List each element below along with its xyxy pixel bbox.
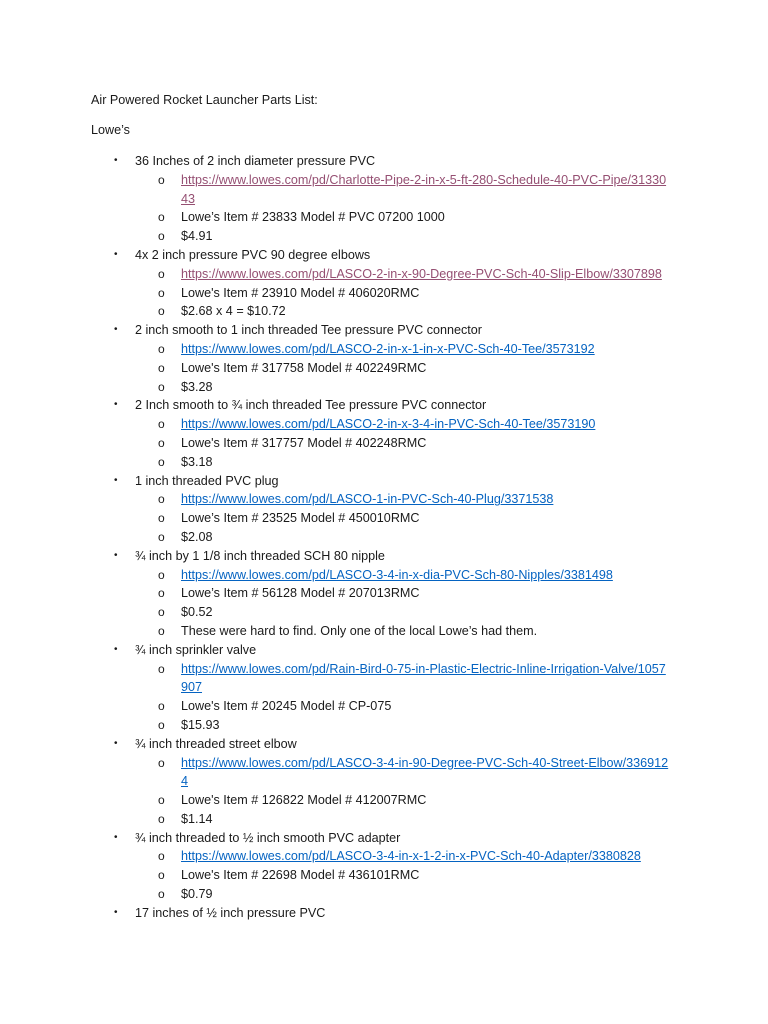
- list-item: [0, 735, 768, 829]
- price-text: $3.18: [181, 454, 213, 469]
- list-item: [0, 396, 768, 471]
- detail-row: [0, 603, 768, 622]
- detail-text: Lowe's Item # 317758 Model # 402249RMC: [181, 360, 427, 375]
- detail-row: [0, 791, 768, 810]
- section-heading-lowes: Lowe’s: [91, 123, 130, 137]
- detail-row: [0, 453, 768, 472]
- product-link-row: [0, 171, 768, 209]
- product-link-wrap: [181, 171, 671, 209]
- sub-bullet-icon: o: [158, 229, 165, 244]
- detail-row: [0, 716, 768, 735]
- sub-bullet-icon: o: [158, 172, 165, 187]
- part-name: ¾ inch threaded street elbow: [135, 736, 297, 751]
- list-item: [0, 829, 768, 904]
- bullet-icon: •: [114, 248, 118, 260]
- list-item-row: [0, 246, 768, 265]
- product-link-row: [0, 415, 768, 434]
- product-link[interactable]: https://www.lowes.com/pd/LASCO-1-in-PVC-Sch-40-Plug/3371538: [181, 492, 554, 507]
- price-text: $3.28: [181, 379, 213, 394]
- product-link-row: [0, 660, 768, 698]
- sub-bullet-icon: o: [158, 341, 165, 356]
- detail-row: [0, 434, 768, 453]
- bullet-icon: •: [114, 324, 118, 336]
- part-name: ¾ inch sprinkler valve: [135, 642, 257, 657]
- price-text: $4.91: [181, 229, 213, 244]
- detail-row: [0, 528, 768, 547]
- detail-text: Lowe's Item # 317757 Model # 402248RMC: [181, 435, 427, 450]
- detail-text: Lowe's Item # 20245 Model # CP-075: [181, 699, 392, 714]
- product-link-row: [0, 847, 768, 866]
- sub-bullet-icon: o: [158, 210, 165, 225]
- list-item-row: [0, 472, 768, 491]
- list-item: [0, 641, 768, 735]
- detail-text: Lowe's Item # 23910 Model # 406020RMC: [181, 285, 420, 300]
- part-name: 36 Inches of 2 inch diameter pressure PVC: [135, 154, 376, 168]
- product-link[interactable]: https://www.lowes.com/pd/Charlotte-Pipe-2-in-x-5-ft-280-Schedule-40-PVC-Pipe/3133043: [181, 172, 667, 206]
- product-link-wrap: [181, 490, 671, 509]
- sub-bullet-icon: o: [158, 379, 165, 394]
- product-link-wrap: [181, 415, 671, 434]
- list-item-row: [0, 321, 768, 340]
- product-link-wrap: [181, 847, 671, 866]
- list-item: [0, 246, 768, 321]
- detail-row: [0, 697, 768, 716]
- sub-bullet-icon: o: [158, 849, 165, 864]
- product-link[interactable]: https://www.lowes.com/pd/LASCO-2-in-x-3-4-in-PVC-Sch-40-Tee/3573190: [181, 417, 596, 432]
- sub-bullet-icon: o: [158, 623, 165, 638]
- detail-text: Lowe's Item # 126822 Model # 412007RMC: [181, 793, 427, 808]
- sub-bullet-icon: o: [158, 567, 165, 582]
- product-link-row: [0, 566, 768, 585]
- bullet-icon: •: [114, 155, 118, 166]
- detail-row: [0, 378, 768, 397]
- detail-row: [0, 227, 768, 246]
- part-name: 2 Inch smooth to ¾ inch threaded Tee pressure PVC connector: [135, 398, 487, 413]
- product-link-wrap: [181, 754, 671, 792]
- detail-row: [0, 810, 768, 829]
- sub-bullet-icon: o: [158, 755, 165, 770]
- detail-row: [0, 302, 768, 321]
- list-item: [0, 321, 768, 396]
- part-name: ¾ inch threaded to ½ inch smooth PVC adapter: [135, 830, 401, 845]
- detail-row: [0, 208, 768, 227]
- part-name: 17 inches of ½ inch pressure PVC: [135, 905, 326, 920]
- parts-list: [0, 152, 768, 923]
- list-item: [0, 472, 768, 547]
- detail-text: Lowe’s Item # 23833 Model # PVC 07200 1000: [181, 210, 445, 225]
- product-link-wrap: [181, 340, 671, 359]
- list-item-row: [0, 547, 768, 566]
- detail-row: [0, 359, 768, 378]
- detail-text: Lowe’s Item # 56128 Model # 207013RMC: [181, 586, 420, 601]
- list-item-row: [0, 396, 768, 415]
- sub-bullet-icon: o: [158, 887, 165, 902]
- product-link-wrap: [181, 566, 671, 585]
- product-link[interactable]: https://www.lowes.com/pd/LASCO-3-4-in-90-Degree-PVC-Sch-40-Street-Elbow/3369124: [181, 755, 669, 789]
- sub-bullet-icon: o: [158, 811, 165, 826]
- list-item-row: [0, 152, 768, 171]
- detail-text: Lowe’s Item # 23525 Model # 450010RMC: [181, 511, 420, 526]
- sub-bullet-icon: o: [158, 529, 165, 544]
- bullet-icon: •: [114, 906, 118, 918]
- document-title: Air Powered Rocket Launcher Parts List:: [91, 93, 318, 107]
- bullet-icon: •: [114, 399, 118, 411]
- part-name: ¾ inch by 1 1/8 inch threaded SCH 80 nipple: [135, 548, 385, 563]
- product-link-wrap: [181, 660, 671, 698]
- list-item: [0, 152, 768, 246]
- product-link-wrap: [181, 265, 671, 284]
- list-item: [0, 904, 768, 923]
- price-text: $0.52: [181, 605, 213, 620]
- detail-row: [0, 885, 768, 904]
- part-name: 2 inch smooth to 1 inch threaded Tee pressure PVC connector: [135, 323, 482, 338]
- detail-row: [0, 584, 768, 603]
- sub-bullet-icon: o: [158, 661, 165, 676]
- sub-bullet-icon: o: [158, 285, 165, 300]
- list-item-row: [0, 735, 768, 754]
- price-text: $2.68 x 4 = $10.72: [181, 304, 286, 319]
- sub-bullet-icon: o: [158, 435, 165, 450]
- sub-bullet-icon: o: [158, 586, 165, 601]
- list-item: [0, 547, 768, 641]
- product-link[interactable]: https://www.lowes.com/pd/LASCO-2-in-x-90-Degree-PVC-Sch-40-Slip-Elbow/3307898: [181, 266, 662, 281]
- product-link[interactable]: https://www.lowes.com/pd/LASCO-2-in-x-1-in-x-PVC-Sch-40-Tee/3573192: [181, 341, 595, 356]
- product-link-row: [0, 754, 768, 792]
- bullet-icon: •: [114, 474, 118, 486]
- detail-row: [0, 622, 768, 641]
- list-item-row: [0, 641, 768, 660]
- part-name: 1 inch threaded PVC plug: [135, 473, 279, 488]
- product-link[interactable]: https://www.lowes.com/pd/Rain-Bird-0-75-in-Plastic-Electric-Inline-Irrigation-Valve/1057907: [181, 661, 666, 695]
- price-text: $0.79: [181, 887, 213, 902]
- list-item-row: [0, 829, 768, 848]
- sub-bullet-icon: o: [158, 605, 165, 620]
- price-text: $1.14: [181, 811, 213, 826]
- price-text: $15.93: [181, 717, 220, 732]
- sub-bullet-icon: o: [158, 417, 165, 432]
- bullet-icon: •: [114, 737, 118, 749]
- sub-bullet-icon: o: [158, 304, 165, 319]
- sub-bullet-icon: o: [158, 868, 165, 883]
- product-link-row: [0, 265, 768, 284]
- detail-row: [0, 509, 768, 528]
- sub-bullet-icon: o: [158, 360, 165, 375]
- detail-text: These were hard to find. Only one of the local Lowe’s had them.: [181, 623, 538, 638]
- sub-bullet-icon: o: [158, 717, 165, 732]
- sub-bullet-icon: o: [158, 511, 165, 526]
- price-text: $2.08: [181, 529, 213, 544]
- product-link[interactable]: https://www.lowes.com/pd/LASCO-3-4-in-x-dia-PVC-Sch-80-Nipples/3381498: [181, 567, 613, 582]
- sub-bullet-icon: o: [158, 454, 165, 469]
- part-name: 4x 2 inch pressure PVC 90 degree elbows: [135, 247, 371, 262]
- sub-bullet-icon: o: [158, 266, 165, 281]
- product-link-row: [0, 340, 768, 359]
- bullet-icon: •: [114, 549, 118, 561]
- bullet-icon: •: [114, 831, 118, 843]
- detail-text: Lowe's Item # 22698 Model # 436101RMC: [181, 868, 420, 883]
- sub-bullet-icon: o: [158, 699, 165, 714]
- detail-row: [0, 284, 768, 303]
- bullet-icon: •: [114, 643, 118, 655]
- product-link-row: [0, 490, 768, 509]
- sub-bullet-icon: o: [158, 793, 165, 808]
- product-link[interactable]: https://www.lowes.com/pd/LASCO-3-4-in-x-1-2-in-x-PVC-Sch-40-Adapter/3380828: [181, 849, 641, 864]
- list-item-row: [0, 904, 768, 923]
- detail-row: [0, 866, 768, 885]
- sub-bullet-icon: o: [158, 492, 165, 507]
